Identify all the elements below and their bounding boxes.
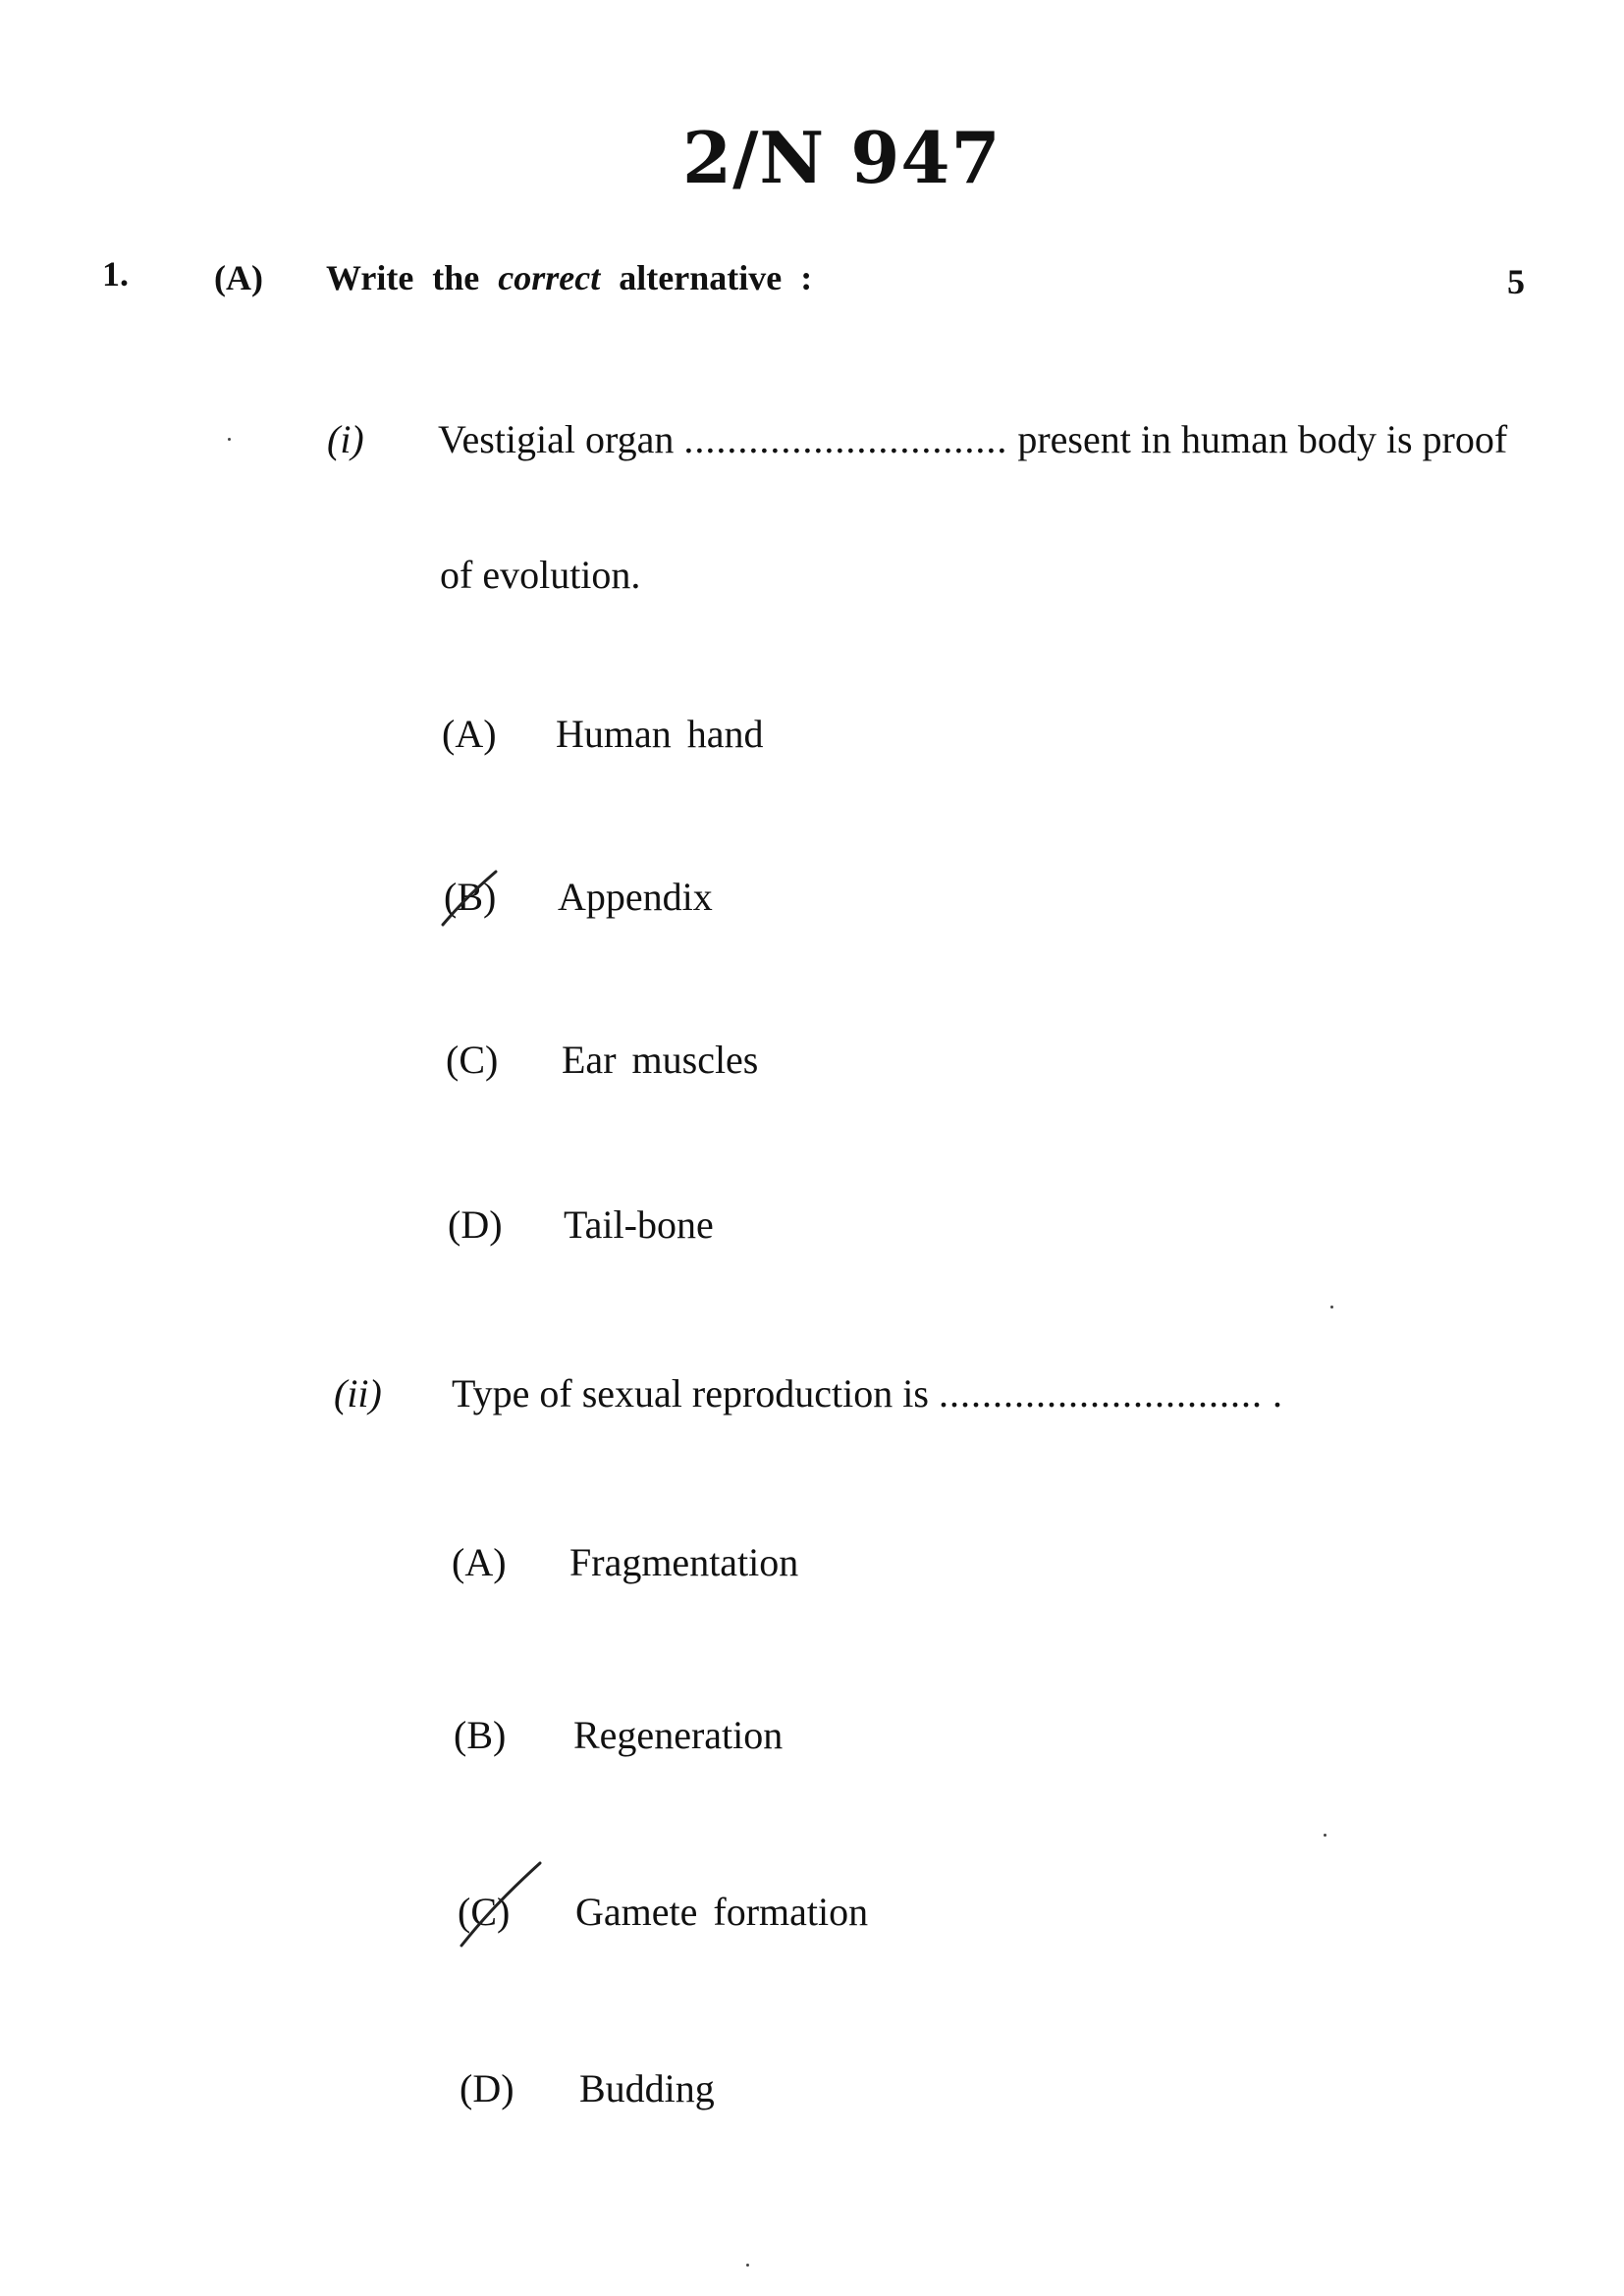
- stem-text-post: present in human body is proof: [1017, 417, 1508, 461]
- instruction-post: alternative :: [619, 258, 813, 297]
- item-stem-line1: [452, 1370, 1282, 1416]
- option-label: (C): [446, 1038, 499, 1082]
- option-text: Fragmentation: [569, 1540, 799, 1584]
- option-text: Ear muscles: [562, 1038, 759, 1082]
- option-text: Regeneration: [573, 1713, 784, 1757]
- item-number: (i): [327, 417, 364, 461]
- fill-in-blank: ..............................: [938, 1371, 1263, 1415]
- fill-in-blank: ..............................: [683, 417, 1008, 461]
- option-label: (C): [458, 1890, 511, 1934]
- question-instruction: [326, 257, 812, 298]
- option-text: Gamete formation: [575, 1890, 869, 1934]
- option-label: (A): [442, 712, 497, 756]
- item-stem-line2: of evolution.: [440, 553, 641, 597]
- scan-speck: [746, 2264, 749, 2267]
- instruction-pre: Write the: [326, 258, 480, 297]
- option-text: Budding: [579, 2066, 715, 2110]
- stem-text-post: .: [1272, 1371, 1282, 1415]
- item-number: (ii): [334, 1371, 382, 1415]
- stem-text-pre: Vestigial organ: [438, 417, 675, 461]
- scan-speck: [1330, 1306, 1333, 1308]
- option-label: (B): [444, 875, 497, 919]
- scan-speck: [1324, 1834, 1326, 1837]
- scan-speck: [228, 438, 231, 441]
- option-label: (A): [452, 1540, 507, 1584]
- question-part: (A): [214, 258, 263, 297]
- option-text: Tail-bone: [564, 1202, 714, 1247]
- option-text: Appendix: [558, 875, 713, 919]
- question-number: 1.: [102, 254, 129, 294]
- option-label: (B): [454, 1713, 507, 1757]
- item-stem-line1: [438, 416, 1507, 462]
- stem-text-pre: Type of sexual reproduction is: [452, 1371, 929, 1415]
- instruction-emph: correct: [498, 258, 601, 297]
- paper-code: 2/N 947: [682, 116, 1001, 199]
- option-label: (D): [448, 1202, 503, 1247]
- option-label: (D): [460, 2066, 514, 2110]
- option-text: Human hand: [556, 712, 764, 756]
- question-marks: 5: [1507, 262, 1525, 301]
